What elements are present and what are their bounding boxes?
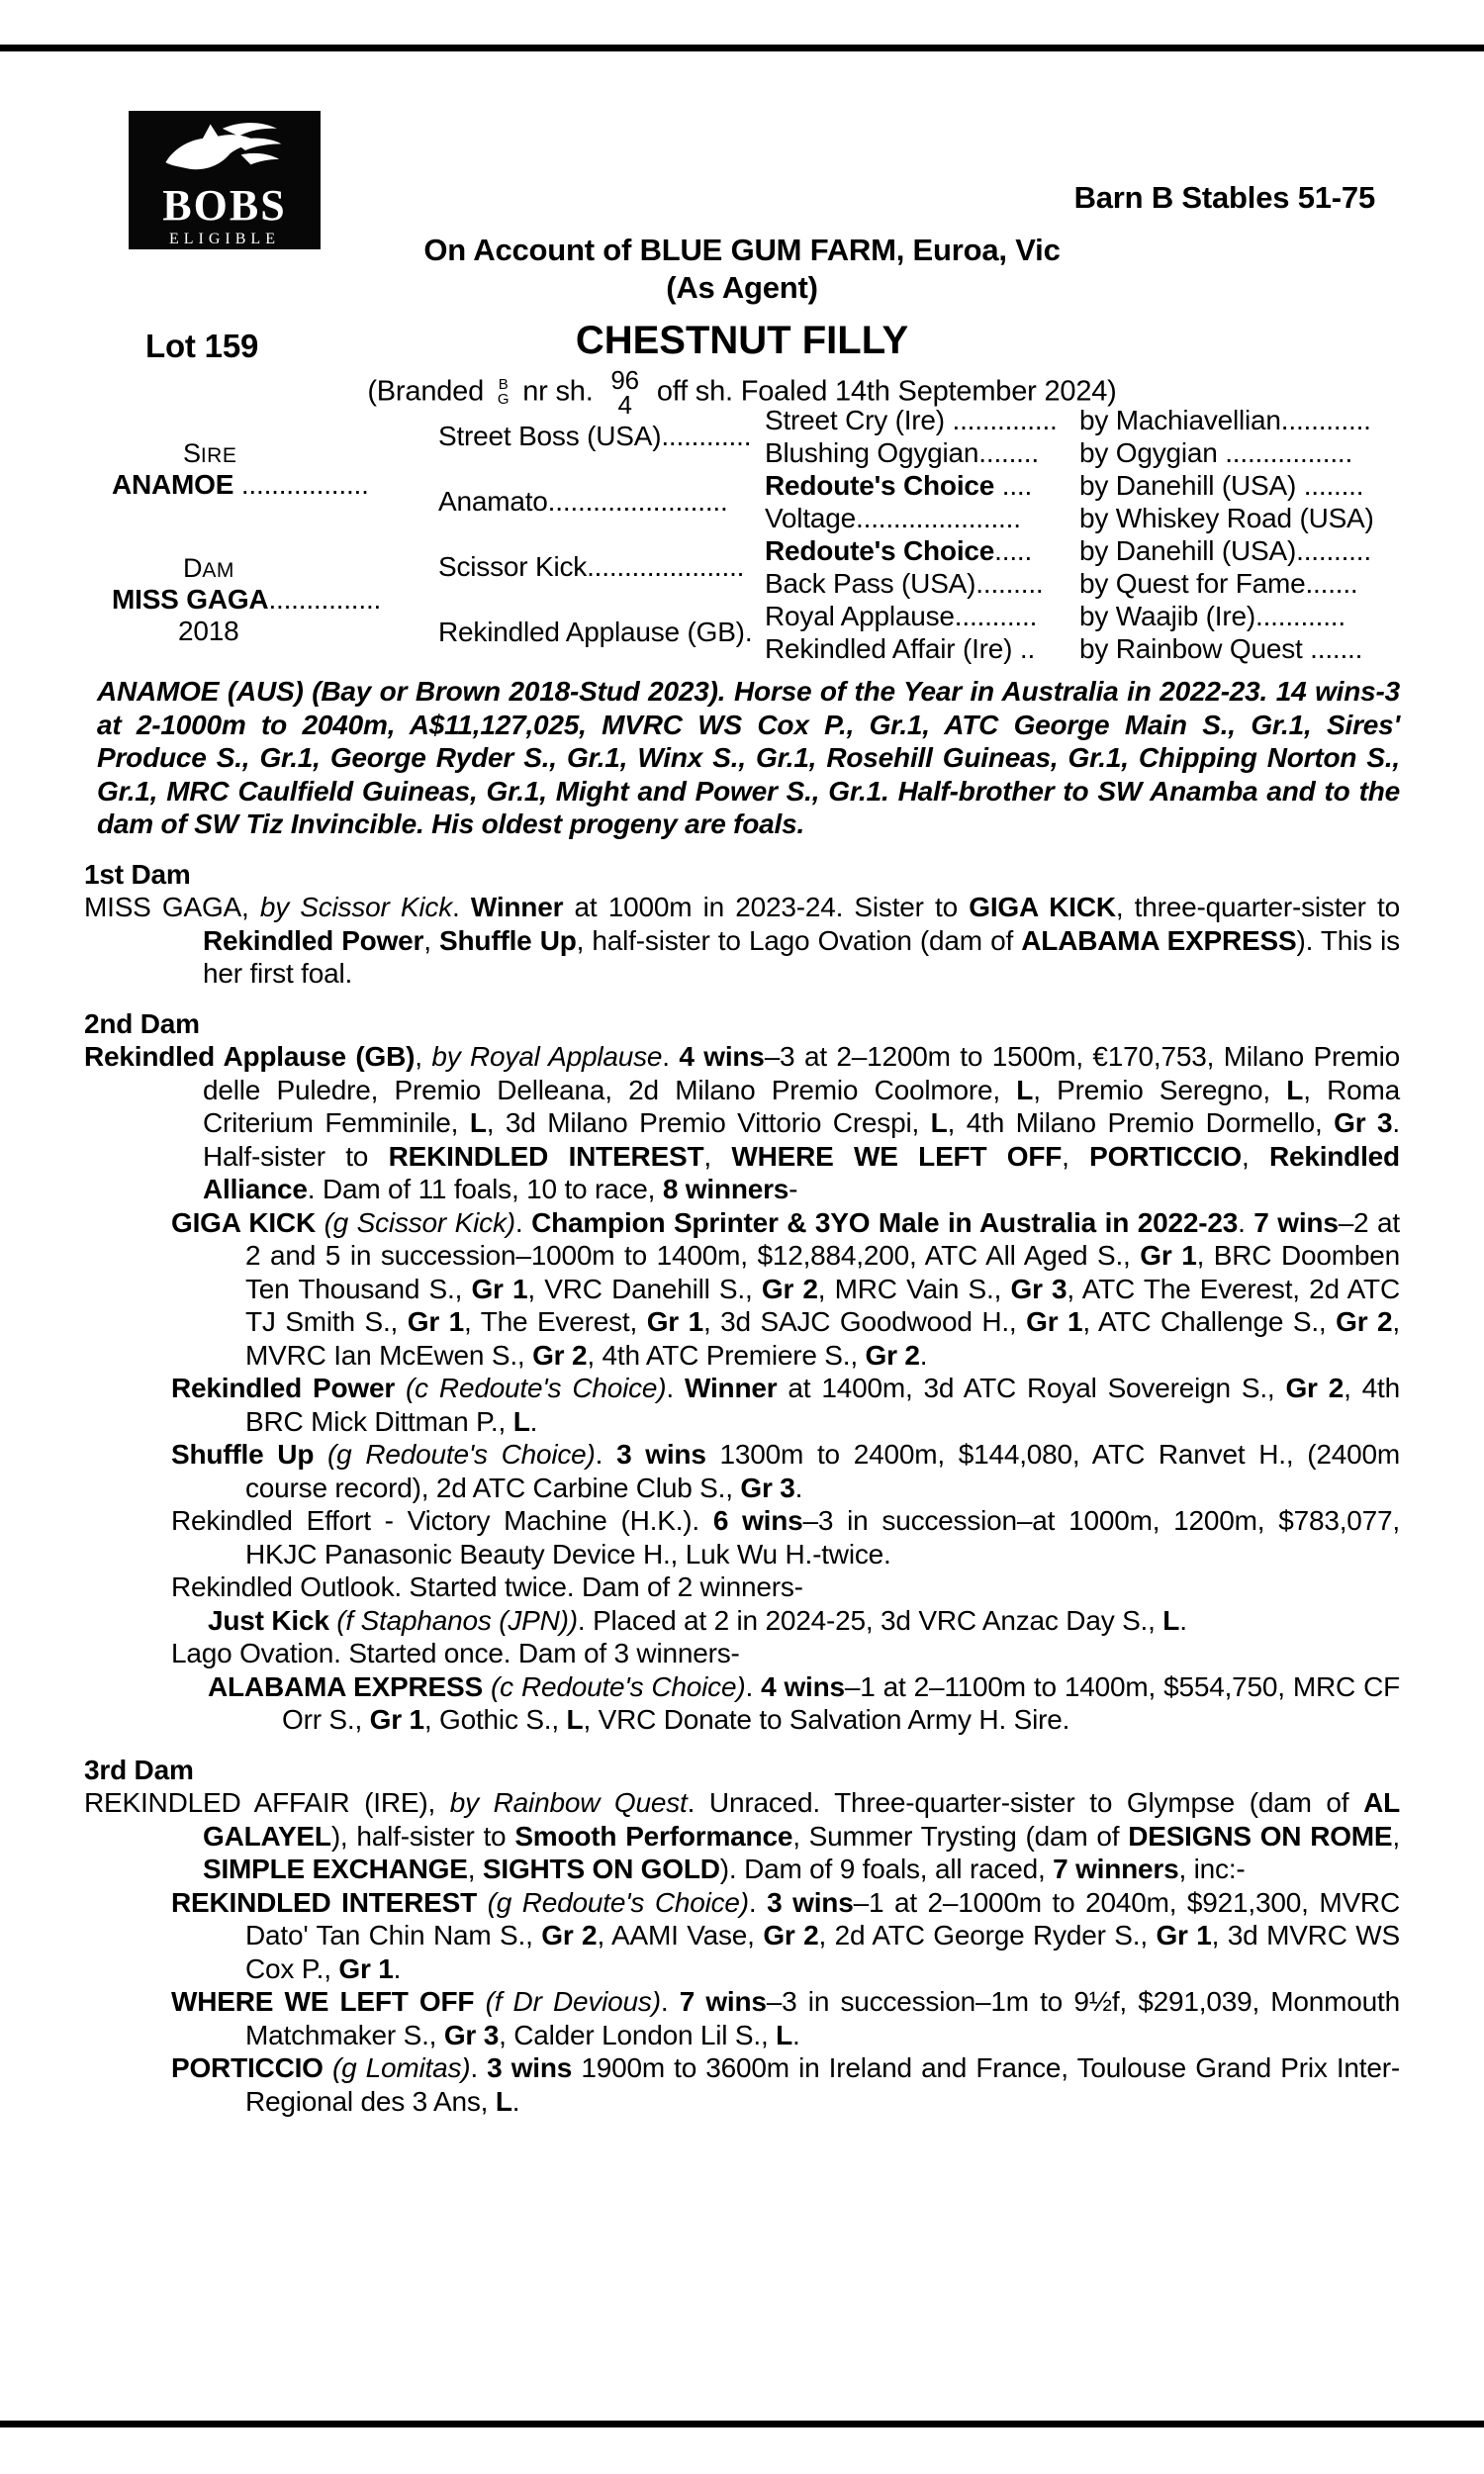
- pedigree-entry: Just Kick (f Staphanos (JPN)). Placed at 2 in 2024-25, 3d VRC Anzac Day S., L.: [208, 1604, 1187, 1636]
- sire-summary: ANAMOE (AUS) (Bay or Brown 2018-Stud 2023). Horse of the Year in Australia in 2022-23. 14 wins-3 at 2-1000m to 2040m, A$11,127,025, MVRC WS Cox P., Gr.1, ATC George Main S., Gr.1, Sires' Produce S., Gr.1, George Ryder S., Gr.1, Winx S., Gr.1, Rosehill Guineas, Gr.1, Chipping Norton S., Gr.1, MRC Caulfield Guineas, Gr.1, Might and Power S., Gr.1. Half-brother to SW Anamba and to the dam of SW Tiz Invincible. His oldest progeny are foals.: [97, 676, 1400, 839]
- brand-number-bottom: 4: [617, 389, 632, 420]
- pedigree-entry: Shuffle Up (g Redoute's Choice). 3 wins 1300m to 2400m, $144,080, ATC Ranvet H., (2400m course record), 2d ATC Carbine Club S., Gr 3.: [171, 1439, 1400, 1503]
- grandparent-name: Street Cry (Ire) ..............: [765, 404, 1058, 435]
- as-agent-line: (As Agent): [666, 270, 818, 305]
- sire-name: ANAMOE .................: [112, 468, 369, 500]
- grandparent-name: Blushing Ogygian........: [765, 436, 1039, 468]
- sire-of-dam: Scissor Kick.....................: [438, 551, 745, 582]
- brand-mark-bottom: G: [497, 390, 510, 408]
- pedigree-entry: Rekindled Applause (GB), by Royal Applause. 4 wins–3 at 2–1200m to 1500m, €170,753, Milano Premio delle Puledre, Premio Delleana, 2d Milano Premio Coolmore, L, Premio Seregno, L, Roma Criterium Femminile, L, 3d Milano Premio Vittorio Crespi, L, 4th Milano Premio Dormello, Gr 3. Half-sister to REKINDLED INTEREST, WHERE WE LEFT OFF, PORTICCIO, Rekindled Alliance. Dam of 11 foals, 10 to race, 8 winners-: [84, 1041, 1400, 1204]
- pedigree-entry: MISS GAGA, by Scissor Kick. Winner at 1000m in 2023-24. Sister to GIGA KICK, three-quarter-sister to Rekindled Power, Shuffle Up, half-sister to Lago Ovation (dam of ALABAMA EXPRESS). This is her first foal.: [84, 892, 1400, 989]
- pedigree-entry: REKINDLED INTEREST (g Redoute's Choice). 3 wins–1 at 2–1000m to 2040m, $921,300, MVRC Dato' Tan Chin Nam S., Gr 2, AAMI Vase, Gr 2, 2d ATC George Ryder S., Gr 1, 3d MVRC WS Cox P., Gr 1.: [171, 1886, 1400, 1984]
- dam-of-sire: Anamato........................: [438, 486, 728, 517]
- pedigree-entry: Rekindled Power (c Redoute's Choice). Winner at 1400m, 3d ATC Royal Sovereign S., Gr 2, 4th BRC Mick Dittman P., L.: [171, 1373, 1400, 1437]
- grandparent-sireline: by Whiskey Road (USA): [1079, 502, 1374, 533]
- dam-block: [84, 534, 438, 665]
- grandparent-sireline: by Ogygian .................: [1079, 436, 1353, 468]
- bobs-logo: [129, 111, 321, 249]
- grandparent-name: Rekindled Affair (Ire) ..: [765, 632, 1036, 664]
- dam-section-heading: 2nd Dam: [84, 1007, 200, 1039]
- barn-stables-label: Barn B Stables 51-75: [1073, 180, 1375, 215]
- dam-label: DAM: [183, 552, 234, 583]
- horse-head-icon: [147, 119, 302, 182]
- dam-of-dam: Rekindled Applause (GB).: [438, 617, 753, 647]
- pedigree-table: [84, 404, 1400, 665]
- grandparent-sireline: by Danehill (USA) ........: [1079, 469, 1364, 501]
- grandparent-name: Back Pass (USA).........: [765, 567, 1044, 599]
- vendor-account-line: On Account of BLUE GUM FARM, Euroa, Vic: [423, 233, 1061, 267]
- grandparent-sireline: by Quest for Fame.......: [1079, 567, 1358, 599]
- grandparent-name: Redoute's Choice ....: [765, 469, 1033, 501]
- grandparent-sireline: by Machiavellian............: [1079, 404, 1371, 435]
- pedigree-entry: REKINDLED AFFAIR (IRE), by Rainbow Quest. Unraced. Three-quarter-sister to Glympse (dam of AL GALAYEL), half-sister to Smooth Performance, Summer Trysting (dam of DESIGNS ON ROME, SIMPLE EXCHANGE, SIGHTS ON GOLD). Dam of 9 foals, all raced, 7 winners, inc:-: [84, 1787, 1401, 1884]
- branded-mid: nr sh.: [522, 375, 594, 408]
- branded-suffix: off sh. Foaled 14th September 2024): [656, 375, 1117, 408]
- bottom-rule: [0, 2421, 1484, 2427]
- branded-prefix: (Branded: [367, 375, 485, 408]
- top-rule: [0, 45, 1484, 51]
- sire-block: [84, 404, 438, 534]
- dam-foaling-year: 2018: [178, 615, 239, 646]
- pedigree-entry: Lago Ovation. Started once. Dam of 3 winners-: [171, 1638, 740, 1668]
- grandparent-name: Redoute's Choice.....: [765, 534, 1033, 566]
- lot-number: Lot 159: [145, 328, 259, 364]
- dam-name: MISS GAGA...............: [112, 583, 382, 615]
- sire-of-sire: Street Boss (USA)............: [438, 421, 752, 451]
- brand-mark-top: B: [498, 376, 509, 394]
- grandparent-sireline: by Waajib (Ire)............: [1079, 600, 1345, 631]
- dam-sections: [84, 858, 1400, 2119]
- grandparent-name: Voltage......................: [765, 502, 1021, 533]
- grandparent-name: Royal Applause...........: [765, 600, 1038, 631]
- pedigree-entry: GIGA KICK (g Scissor Kick). Champion Sprinter & 3YO Male in Australia in 2022-23. 7 wins–2 at 2 and 5 in succession–1000m to 1400m, $12,884,200, ATC All Aged S., Gr 1, BRC Doomben Ten Thousand S., Gr 1, VRC Danehill S., Gr 2, MRC Vain S., Gr 3, ATC The Everest, 2d ATC TJ Smith S., Gr 1, The Everest, Gr 1, 3d SAJC Goodwood H., Gr 1, ATC Challenge S., Gr 2, MVRC Ian McEwen S., Gr 2, 4th ATC Premiere S., Gr 2.: [171, 1206, 1400, 1371]
- logo-subtitle: ELIGIBLE: [169, 231, 280, 247]
- pedigree-entry: PORTICCIO (g Lomitas). 3 wins 1900m to 3600m in Ireland and France, Toulouse Grand Prix Inter-Regional des 3 Ans, L.: [171, 2052, 1400, 2117]
- pedigree-entry: Rekindled Effort - Victory Machine (H.K.). 6 wins–3 in succession–at 1000m, 1200m, $783,077, HKJC Panasonic Beauty Device H., Luk Wu H.-twice.: [171, 1505, 1400, 1570]
- grandparent-sireline: by Danehill (USA)..........: [1079, 534, 1371, 566]
- dam-section-heading: 1st Dam: [84, 858, 191, 890]
- pedigree-entry: WHERE WE LEFT OFF (f Dr Devious). 7 wins–3 in succession–1m to 9½f, $291,039, Monmouth Matchmaker S., Gr 3, Calder London Lil S., L.: [171, 1986, 1400, 2050]
- catalogue-body: [84, 675, 1400, 2118]
- grandparent-sireline: by Rainbow Quest .......: [1079, 632, 1363, 664]
- horse-colour-title: CHESTNUT FILLY: [575, 319, 909, 362]
- sire-label: SIRE: [183, 437, 237, 468]
- pedigree-entry: ALABAMA EXPRESS (c Redoute's Choice). 4 wins–1 at 2–1100m to 1400m, $554,750, MRC CF Orr S., Gr 1, Gothic S., L, VRC Donate to Salvation Army H. Sire.: [208, 1670, 1400, 1735]
- logo-name: BOBS: [162, 181, 287, 230]
- pedigree-entry: Rekindled Outlook. Started twice. Dam of 2 winners-: [171, 1571, 803, 1602]
- brand-mark: [498, 378, 509, 407]
- brand-number-top: 96: [610, 365, 639, 395]
- dam-section-heading: 3rd Dam: [84, 1754, 194, 1785]
